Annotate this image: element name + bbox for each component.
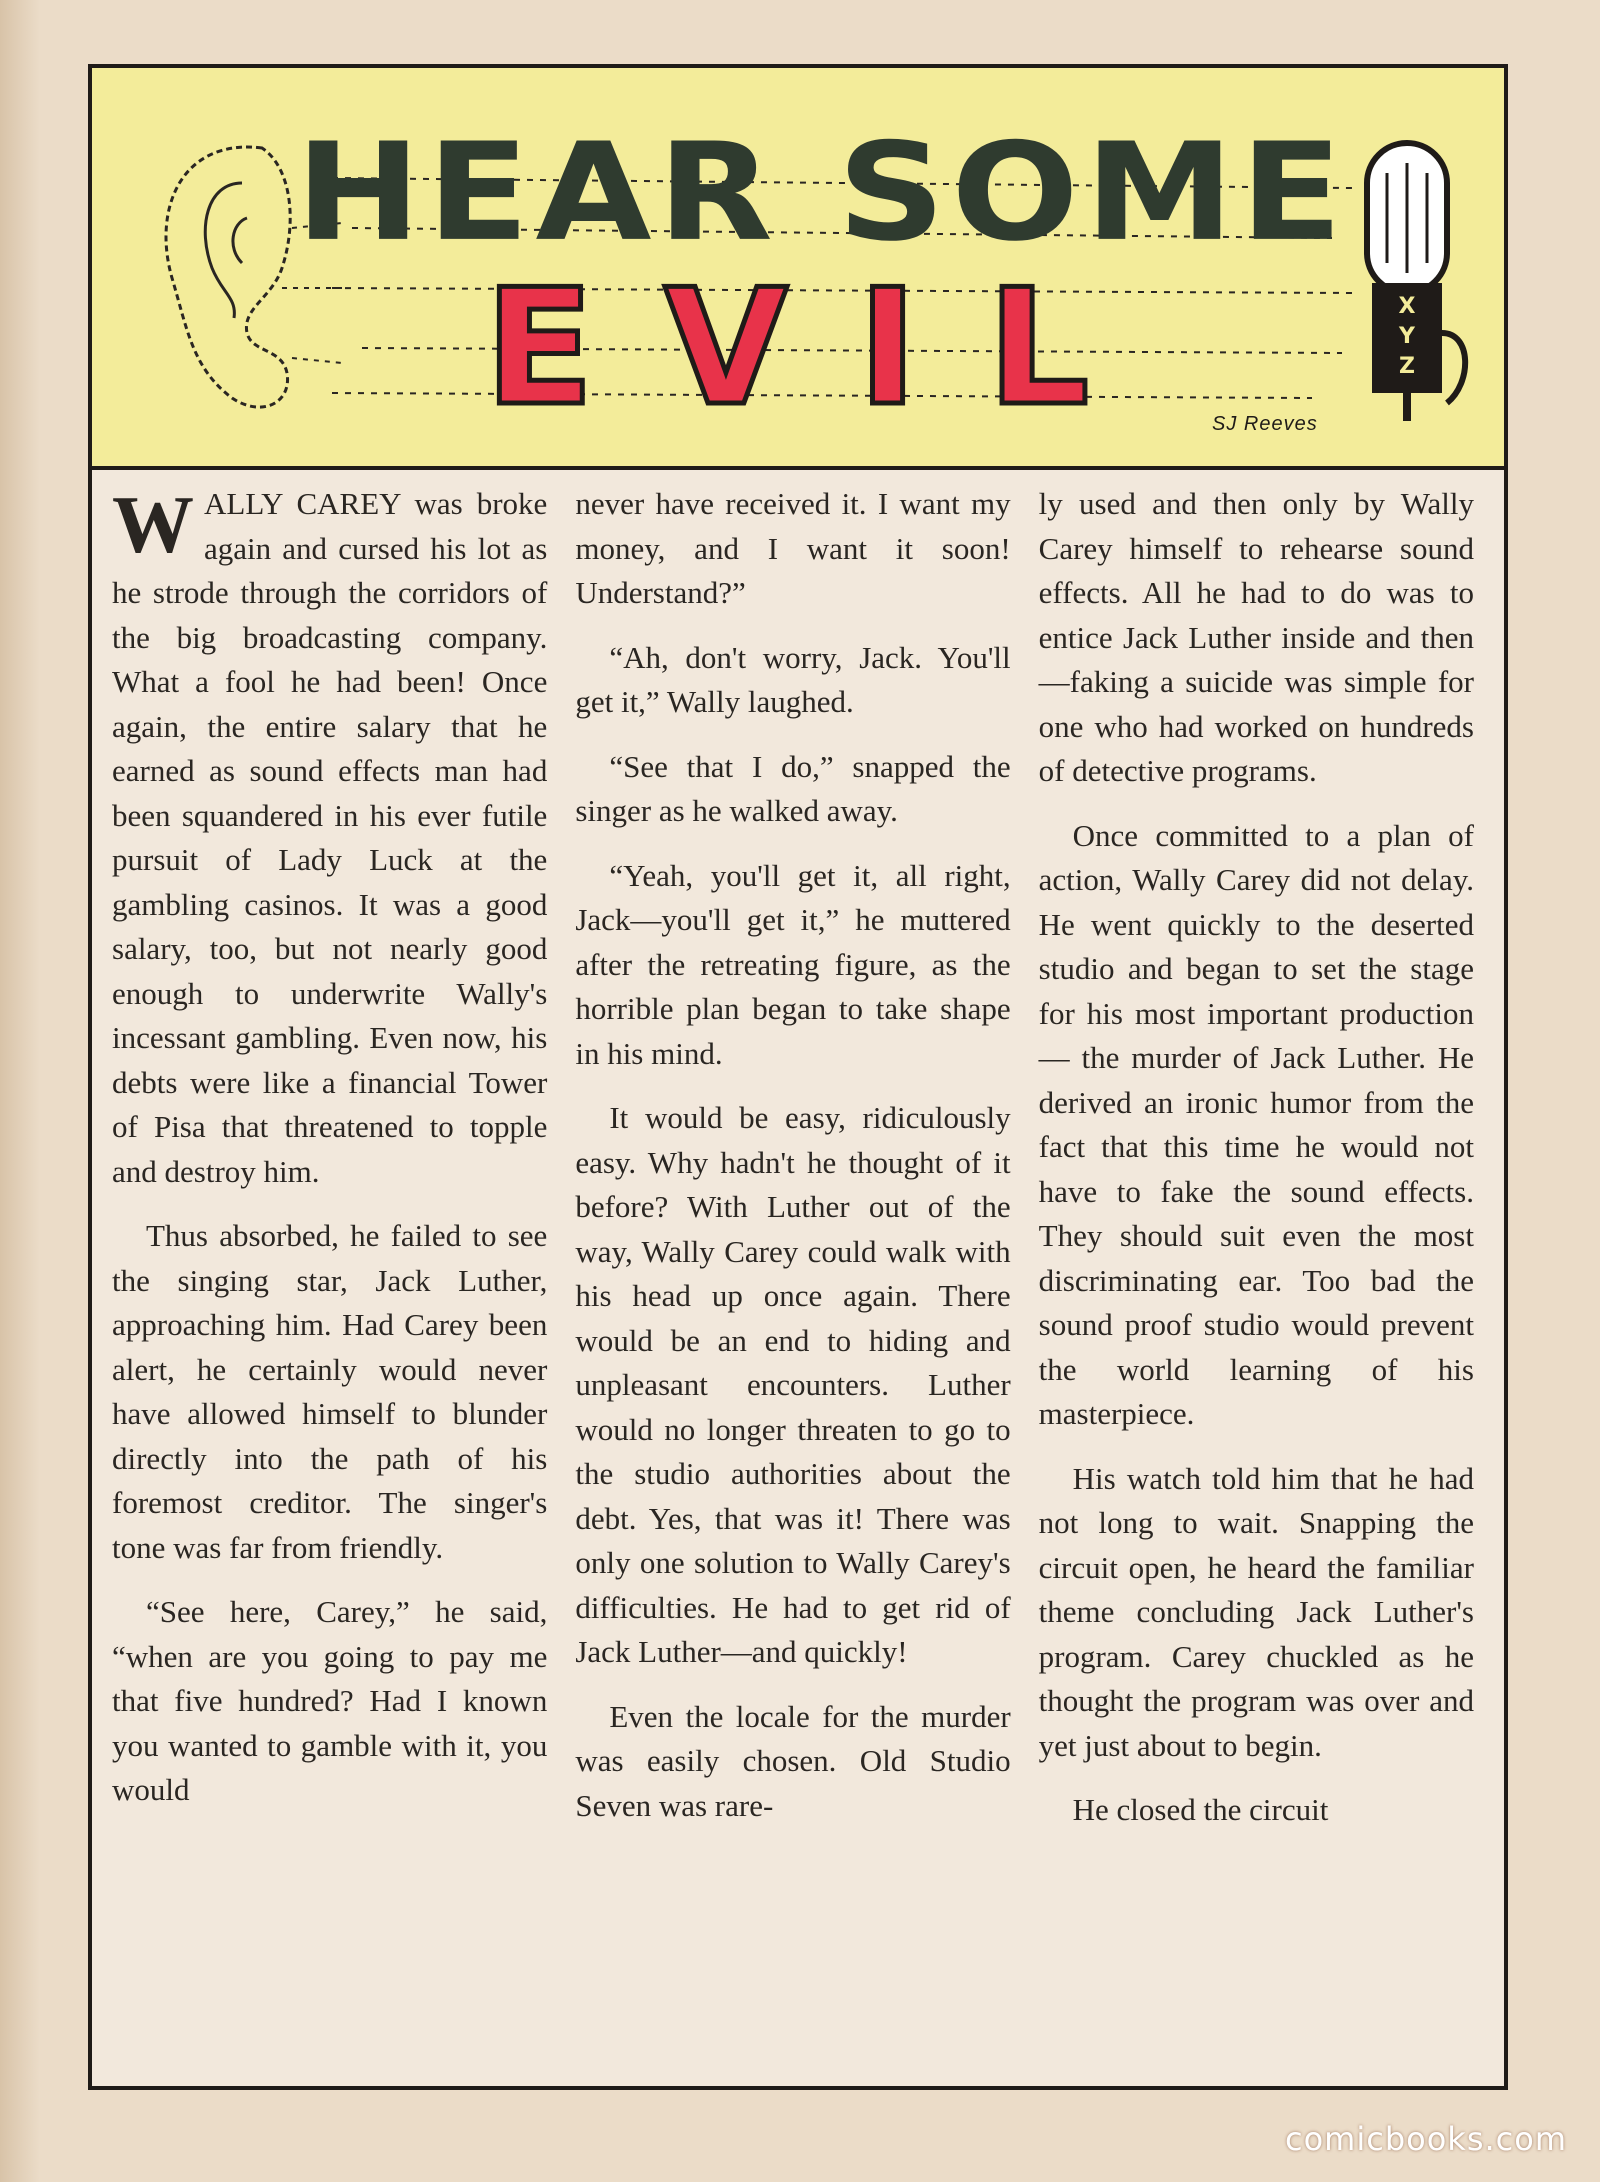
title-hear-some: HEAR SOME (295, 114, 1349, 272)
story-columns (92, 470, 1504, 2086)
story-paragraph (112, 482, 547, 1194)
svg-text:Z: Z (1399, 354, 1415, 379)
story-paragraph: never have received it. I want my money, and I want it soon! Understand?” (575, 486, 1011, 610)
microphone-icon (1347, 133, 1477, 423)
page-edge (0, 0, 40, 2182)
story-paragraph: “Ah, don't worry, Jack. You'll get it,” Wally laughed. (575, 639, 1011, 719)
story-paragraph: It would be easy, ridiculously easy. Why hadn't he thought of it before? With Luther out of the way, Wally Carey could walk with his head up once again. There would be an end to hiding and unpleasant encounters. Luther would no longer threaten to go to the studio authorities about the debt. Yes, that was it! There was only one solution to Wally Carey's difficulties. He had to get rid of Jack Luther—and quickly! (575, 1100, 1011, 1669)
watermark: comicbooks.com (1285, 2120, 1568, 2158)
story-paragraph: His watch told him that he had not long to wait. Snapping the circuit open, he heard the familiar theme concluding Jack Luther's program. Carey chuckled as he thought the program was over and yet just about to begin. (1038, 1460, 1474, 1763)
story-paragraph: Once committed to a plan of action, Wally Carey did not delay. He went quickly to the deserted studio and began to set the stage for his most important production — the murder of Jack Luther. He derived an ironic humor from the fact that this time he would not have to fake the sound effects. They should suit even the most discriminating ear. Too bad the sound proof studio would prevent the world learning of his masterpiece. (1038, 817, 1474, 1431)
svg-text:Y: Y (1399, 324, 1415, 349)
story-paragraph: He closed the circuit (1072, 1792, 1329, 1827)
paragraph-text: ALLY CAREY was broke again and cursed his lot as he strode through the corridors of the big broadcasting company. What a fool he had been! Once again, the entire salary that he earned as sound effects man had been squandered in his ever futile pursuit of Lady Luck at the gambling casinos. It was a good salary, too, but not nearly good enough to underwrite Wally's incessant gambling. Even now, his debts were like a financial Tower of Pisa that threatened to topple and destroy him. (112, 486, 548, 1189)
story-column-1 (98, 482, 561, 2086)
story-page (88, 64, 1508, 2090)
drop-cap: W (112, 482, 194, 570)
story-paragraph: “Yeah, you'll get it, all right, Jack—you'll get it,” he muttered after the retreating figure, as the horrible plan began to take shape in his mind. (575, 857, 1011, 1071)
story-paragraph: Even the locale for the murder was easily chosen. Old Studio Seven was rare- (575, 1698, 1011, 1823)
artist-signature: SJ Reeves (1212, 413, 1318, 435)
svg-text:X: X (1398, 294, 1416, 319)
story-paragraph: “See here, Carey,” he said, “when are you going to pay me that five hundred? Had I known you wanted to gamble with it, you would (112, 1594, 548, 1807)
story-paragraph: ly used and then only by Wally Carey himself to rehearse sound effects. All he had to do was to entice Jack Luther inside and then—faking a suicide was simple for one who had worked on hundreds of detective programs. (1038, 486, 1474, 788)
story-column-3 (1025, 482, 1488, 2086)
story-paragraph: Thus absorbed, he failed to see the singing star, Jack Luther, approaching him. Had Carey been alert, he certainly would never have allowed himself to blunder directly into the path of his foremost creditor. The singer's tone was far from friendly. (112, 1218, 548, 1565)
title-evil: EVIL (484, 254, 1160, 441)
title-banner (92, 68, 1504, 470)
story-paragraph: “See that I do,” snapped the singer as he walked away. (575, 748, 1011, 828)
story-column-2 (561, 482, 1024, 2086)
